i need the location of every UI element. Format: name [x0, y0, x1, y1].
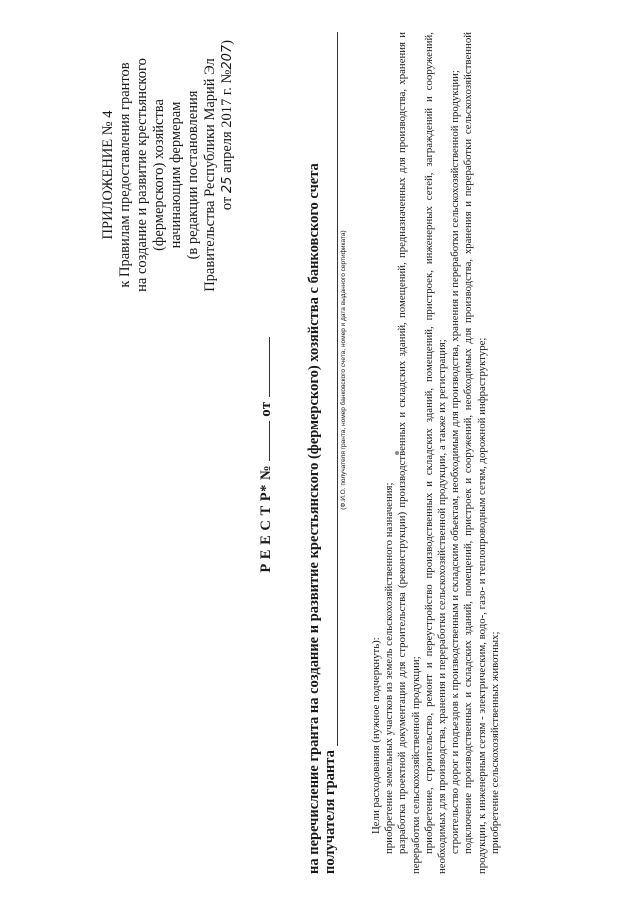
register-title-text: Р Е Е С Т Р* №	[258, 464, 274, 573]
appendix-block	[100, 40, 236, 310]
appendix-line: начинающим фермерам	[168, 101, 184, 249]
date-middle: апреля 2017 г. №	[219, 69, 235, 173]
appendix-line: к Правилам предоставления грантов	[117, 62, 133, 288]
recipient-caption: (Ф.И.О. получателя гранта, номер банковского счета, номер и дата выданного сертификата)	[340, 230, 347, 510]
appendix-line: Правительства Республики Марий Эл	[202, 58, 218, 292]
purposes-block	[370, 32, 502, 874]
purpose-item: подключение производственных и складских зданий, помещений, пристроек и сооружений, необходимых для производства, хранения и переработки сельскохозяйственной продукции, к инженерным сетям - электрическим, водо-, газо- и теплопроводным сетям, дорожной инфраструктуре;	[462, 32, 488, 874]
register-subtitle	[306, 32, 338, 874]
date-number: 207	[220, 44, 235, 70]
purpose-item: приобретение сельскохозяйственных животных;	[488, 631, 501, 854]
purposes-heading: Цели расходования (нужное подчеркнуть):	[370, 637, 382, 834]
subtitle-line-2-wrap	[322, 32, 338, 874]
purpose-item: разработка проектной документации для строительства (реконструкции) производственных и складских зданий, помещений, предназначенных для производства, хранения и переработки сельскохозяйственной продукции;	[396, 32, 422, 874]
appendix-title: ПРИЛОЖЕНИЕ № 4	[100, 110, 116, 240]
register-number-blank	[258, 421, 270, 461]
date-day: 25	[220, 176, 235, 194]
purpose-item: приобретение земельных участков из земель сельскохозяйственного назначения;	[383, 482, 396, 854]
appendix-date-line: от 25 апреля 2017 г. №207)	[219, 40, 235, 211]
purpose-item: приобретение, строительство, ремонт и переустройство производственных и складских зданий, помещений, пристроек, инженерных сетей, заграждений и сооружений, необходимых для производства, хранения и переработки сельскохозяйственной продукции, а также их регистрация;	[422, 32, 449, 874]
rotated-sheet	[40, 30, 600, 880]
appendix-line: (фермерского) хозяйства	[151, 99, 167, 251]
subtitle-line-2: получателя гранта	[322, 750, 338, 874]
register-from: от	[258, 401, 274, 417]
subtitle-line-1: на перечисление гранта на создание и развитие крестьянского (фермерского) хозяйства с банковского счета	[306, 163, 322, 874]
recipient-blank	[325, 32, 338, 746]
appendix-line: (в редакции постановления	[185, 90, 201, 260]
register-date-blank	[258, 337, 270, 397]
appendix-line: на создание и развитие крестьянского	[134, 58, 150, 292]
date-prefix: от	[219, 196, 235, 211]
purpose-item: строительство дорог и подъездов к производственным и складским объектам, необходимым для производства, хранения и переработки сельскохозяйственной продукции;	[449, 70, 462, 854]
register-title	[258, 30, 275, 880]
